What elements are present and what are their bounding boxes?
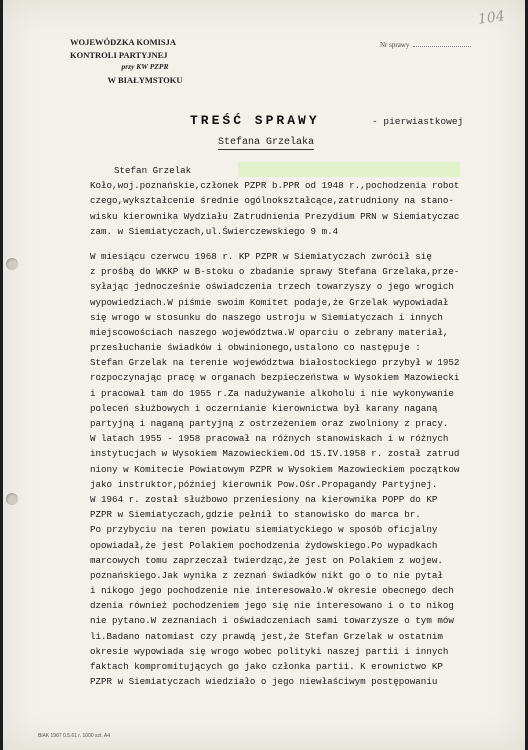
body-line: Stefan Grzelak na terenie województwa białostockiego przybył w 1952 [90,357,460,369]
handwritten-page-number: 104 [477,8,506,28]
body-line: W 1964 r. został służbowo przeniesiony na kierownika POPP do KP [90,493,438,505]
body-text [90,163,520,689]
body-line: czego,wykształcenie średnie ogólnokształcące,zatrudniony na stano- [90,195,454,207]
body-line: partyjną i naganą partyjną z ostrzeżeniem oraz zwolniony z pracy. [90,418,449,429]
body-line: Po przybyciu na teren powiatu siemiatyckiego w sposób oficjalny [90,524,438,536]
letterhead-line-2: KONTROLI PARTYJNEJ [70,49,168,60]
body-line: okresie wypowiada się wrogo wobec polityki naszej partii i innych [90,645,449,657]
letterhead-line-4: W BIAŁYMSTOKU [107,74,183,85]
body-line: rozpoczynając pracę w organach bezpieczeństwa w Wysokiem Mazowiecki [90,372,460,384]
document-subtitle: - pierwiastkowej [372,116,464,127]
body-line: W miesiącu czerwcu 1968 r. KP PZPR w Siemiatyczach zwrócił się [90,250,432,262]
letterhead-line-3: przy KW PZPR [121,62,169,71]
body-line: marcowych tomu zaprzeczał twierdząc,że jest on Polakiem z wojew. [90,554,443,566]
paragraph-gap [90,239,520,249]
letterhead [70,36,220,86]
case-number-field [380,40,485,49]
body-line: się wrogo w stosunku do naszego ustroju w Siemiatyczach i innych [90,311,443,323]
body-line: miejscowościach naszego województwa.W oparciu o zebrany materiał, [90,326,449,338]
body-line: wypowiedziach.W piśmie swoim Komitet podaje,że Grzelak wypowiadał [90,296,449,308]
print-footer: BiAK 1967 0.5.61 r. 1000 szt. A4 [38,733,110,739]
body-line: poznańskiego.Jak wynika z zeznań świadków nikt go o to nie pytał [90,569,443,581]
punch-hole-top [6,258,18,270]
body-line: jako instruktor,później kierownik Pow.Ośr.Propagandy Partyjnej. [90,478,438,490]
case-number-label: Nr sprawy [380,41,410,49]
body-line: przesłuchanie świadków i obwinionego,ustalono co następuje : [90,342,421,354]
body-line: dzenia również pochodzeniem jego się nie interesowano i o to nikog [90,600,454,612]
body-line: opowiadał,że jest Polakiem pochodzenia żydowskiego.Po wypadkach [90,539,438,551]
body-line: Stefan Grzelak [114,165,192,176]
body-line: PZPR w Siemiatyczach,gdzie pełnił to stanowisko do marca br. [90,509,421,521]
case-number-blank [413,40,471,47]
body-line: PZPR w Siemiatyczach wiedziało o jego niewłaściwym postępowaniu [90,676,438,688]
body-line: wisku kierownika Wydziału Zatrudnienia Prezydium PRN w Siemiatyczac [90,210,460,222]
body-line: instytucjach w Wysokiem Mazowieckiem.Od 15.IV.1958 r. został zatrud [90,448,460,460]
scan-edge-left [0,0,3,750]
body-line: poleceń służbowych i oczernianie kierownictwa był karany naganą [90,402,438,414]
body-line: nie pytano.W zeznaniach i oświadczeniach sami towarzysze o tym mów [90,615,454,627]
letterhead-line-1: WOJEWÓDZKA KOMISJA [70,37,177,47]
body-line: i pracował tam do 1955 r.Za nadużywanie alkoholu i nie wykonywanie [90,387,454,399]
body-line: faktach kompromitujących go jako członka partii. K erownictwo KP [90,661,443,672]
body-line: W latach 1955 - 1958 pracował na różnych stanowiskach i w różnych [90,433,449,445]
body-line: z prośbą do WKKP w B-stoku o zbadanie sprawy Stefana Grzelaka,prze- [90,266,460,278]
document-title: TREŚĆ SPRAWY [190,113,320,128]
body-line: niony w Komitecie Powiatowym PZPR w Wysokiem Mazowieckiem początkow [90,463,460,475]
punch-hole-bottom [6,493,18,505]
body-line: zam. w Siemiatyczach,ul.Świerczewskiego 9 m.4 [90,225,339,237]
body-line: i nikogo jego pochodzenie nie interesowało.W okresie obecnego dech [90,585,454,597]
body-line: li.Badano natomiast czy prawdą jest,że Stefan Grzelak w ostatnim [90,630,443,642]
body-line: syłając jednocześnie oświadczenia trzech towarzyszy o jego wrogich [90,281,454,293]
body-line: Koło,woj.poznańskie,członek PZPR b.PPR od 1948 r.,pochodzenia robot [90,180,460,192]
subject-name: Stefana Grzelaka [218,137,315,148]
